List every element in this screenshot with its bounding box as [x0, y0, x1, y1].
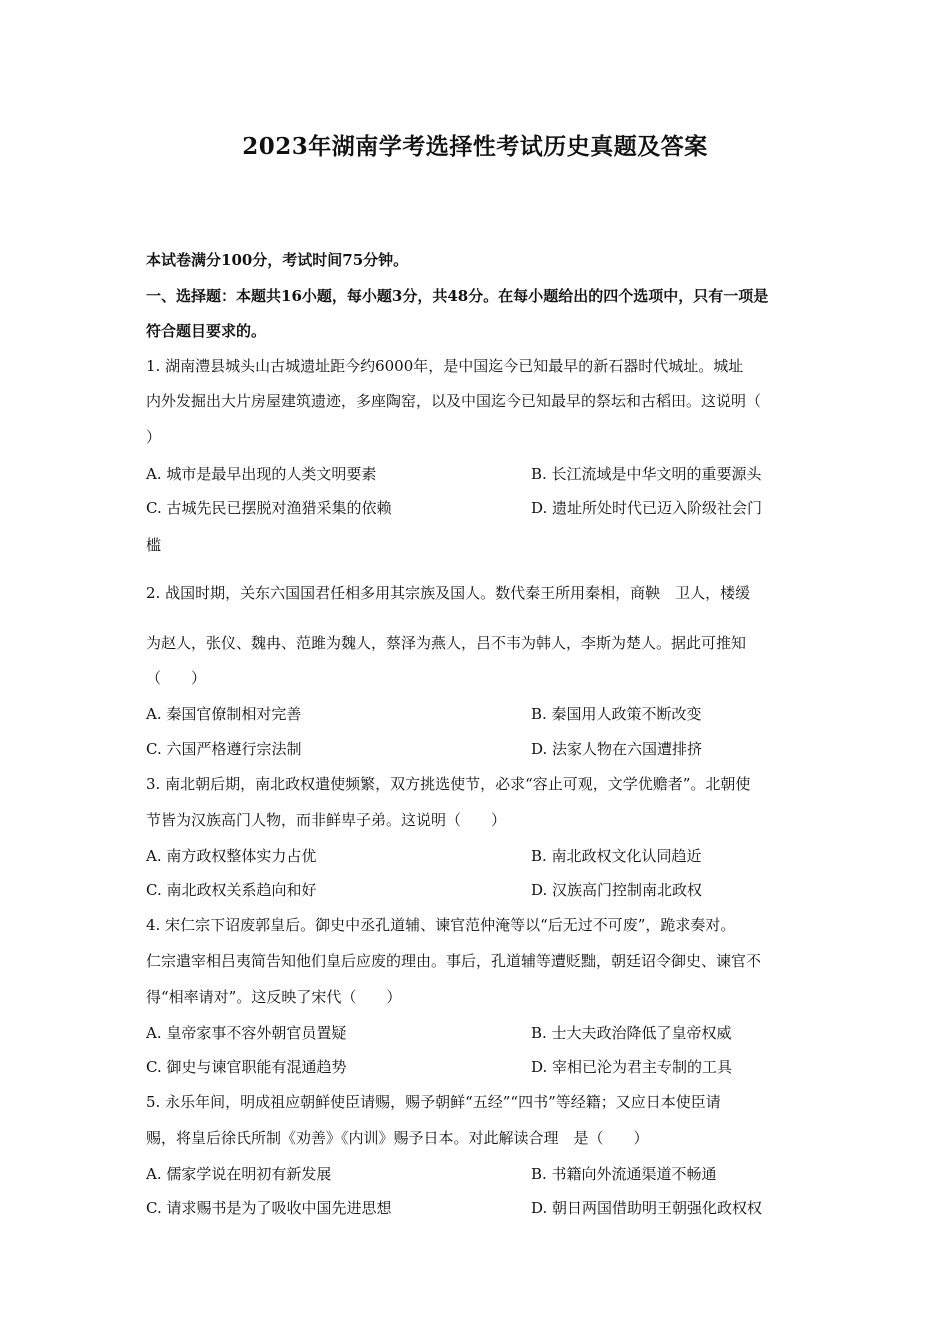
question-3-option-b: B. 南北政权文化认同趋近 [531, 847, 702, 865]
question-2-option-d: D. 法家人物在六国遭排挤 [531, 740, 703, 758]
question-1-line3: ） [146, 428, 162, 446]
question-4-option-b: B. 士大夫政治降低了皇帝权威 [531, 1024, 732, 1042]
question-2-option-b: B. 秦国用人政策不断改变 [531, 705, 702, 723]
question-5-option-d: D. 朝日两国借助明王朝强化政权权 [531, 1199, 763, 1217]
question-5-option-a: A. 儒家学说在明初有新发展 [146, 1165, 332, 1183]
question-5-line2: 赐，将皇后徐氏所制《劝善》《内训》赐予日本。对此解读合理 是（ ） [146, 1129, 649, 1147]
question-2-option-c: C. 六国严格遵行宗法制 [146, 740, 302, 758]
question-4-line3: 得“相率请对”。这反映了宋代（ ） [146, 988, 402, 1006]
question-3-option-d: D. 汉族高门控制南北政权 [531, 881, 703, 899]
question-5-option-c: C. 请求赐书是为了吸收中国先进思想 [146, 1199, 392, 1217]
question-4-option-a: A. 皇帝家事不容外朝官员置疑 [146, 1024, 347, 1042]
question-5-line1: 5. 永乐年间，明成祖应朝鲜使臣请赐，赐予朝鲜“五经”“四书”等经籍；又应日本使臣请 [146, 1093, 721, 1111]
question-4-option-d: D. 宰相已沦为君主专制的工具 [531, 1058, 733, 1076]
question-1-option-c: C. 古城先民已摆脱对渔猎采集的依赖 [146, 499, 392, 517]
question-3-line2: 节皆为汉族高门人物，而非鲜卑子弟。这说明（ ） [146, 811, 507, 829]
question-1-option-d: D. 遗址所处时代已迈入阶级社会门 [531, 499, 763, 517]
question-1-line2: 内外发掘出大片房屋建筑遗迹，多座陶窑，以及中国迄今已知最早的祭坛和古稻田。这说明（ [146, 392, 762, 410]
question-1-option-a: A. 城市是最早出现的人类文明要素 [146, 465, 377, 483]
question-1-line1: 1. 湖南澧县城头山古城遗址距今约6000年，是中国迄今已知最早的新石器时代城址。城址 [146, 357, 744, 375]
section-heading-line1: 一、选择题：本题共16小题，每小题3分，共48分。在每小题给出的四个选项中，只有一项是 [146, 287, 769, 305]
question-3-line1: 3. 南北朝后期，南北政权遣使频繁，双方挑选使节，必求“容止可观，文学优赡者”。北朝使 [146, 775, 751, 793]
question-2-line1: 2. 战国时期，关东六国国君任相多用其宗族及国人。数代秦王所用秦相，商鞅 卫人，楼缓 [146, 584, 751, 602]
exam-intro: 本试卷满分100分，考试时间75分钟。 [146, 251, 409, 269]
section-heading-line2: 符合题目要求的。 [146, 322, 267, 340]
question-4-option-c: C. 御史与谏官职能有混通趋势 [146, 1058, 347, 1076]
question-2-line2: 为赵人，张仪、魏冉、范雎为魏人，蔡泽为燕人，吕不韦为韩人，李斯为楚人。据此可推知 [146, 634, 747, 652]
question-2-option-a: A. 秦国官僚制相对完善 [146, 705, 302, 723]
question-3-option-a: A. 南方政权整体实力占优 [146, 847, 317, 865]
question-3-option-c: C. 南北政权关系趋向和好 [146, 881, 317, 899]
question-1-option-b: B. 长江流域是中华文明的重要源头 [531, 465, 762, 483]
question-2-line3: （ ） [146, 669, 207, 687]
question-1-option-d-continued: 槛 [146, 536, 162, 554]
page-title: 2023年湖南学考选择性考试历史真题及答案 [242, 133, 708, 160]
question-4-line1: 4. 宋仁宗下诏废郭皇后。御史中丞孔道辅、谏官范仲淹等以“后无过不可废”，跪求奏对。 [146, 916, 736, 934]
question-4-line2: 仁宗遣宰相吕夷简告知他们皇后应废的理由。事后，孔道辅等遭贬黜，朝廷诏令御史、谏官不 [146, 952, 762, 970]
question-5-option-b: B. 书籍向外流通渠道不畅通 [531, 1165, 717, 1183]
